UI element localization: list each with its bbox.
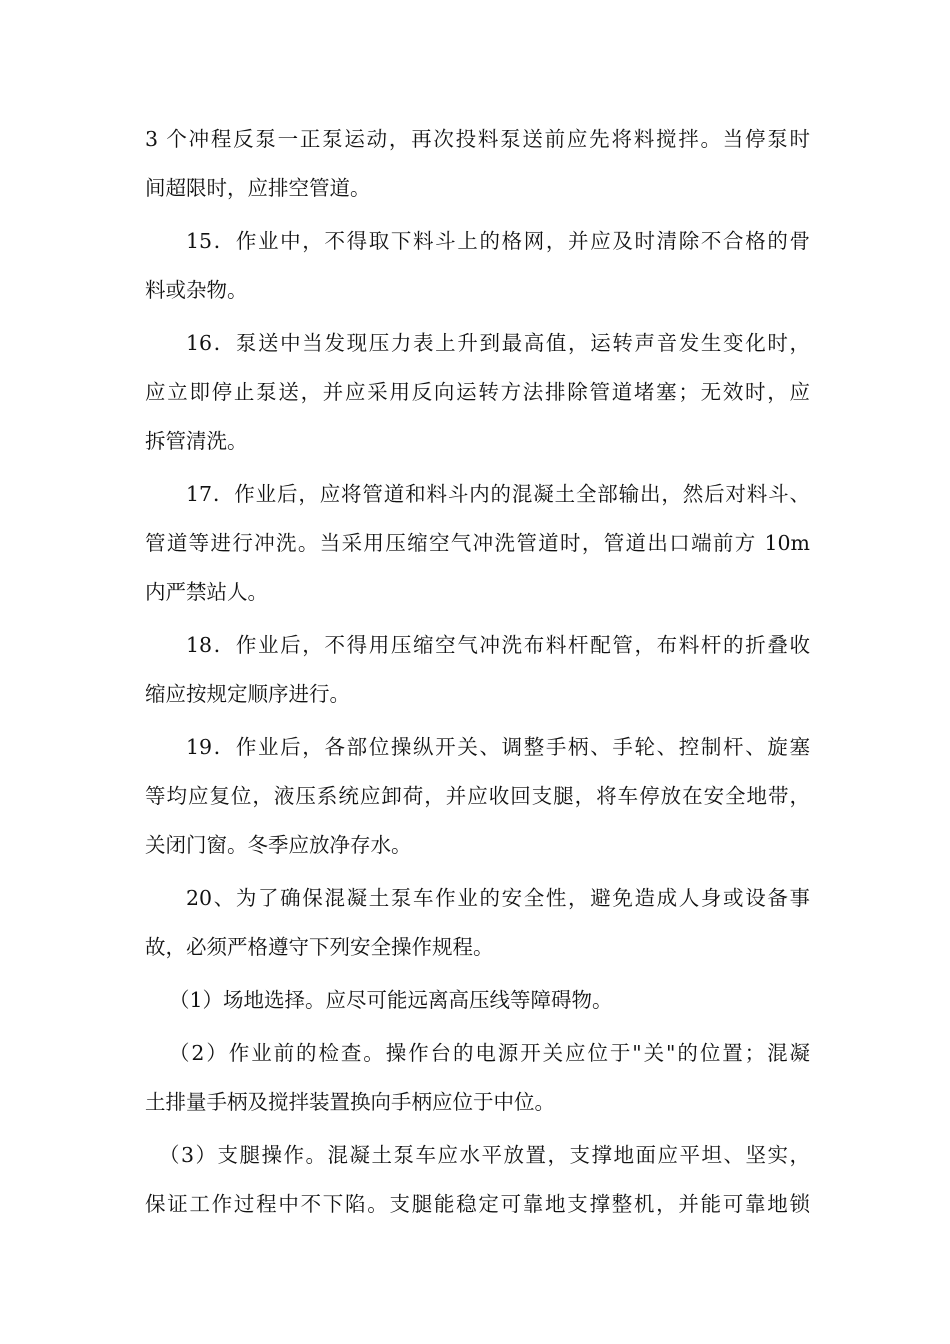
text-line: （1）场地选择。应尽可能远离高压线等障碍物。 — [169, 988, 613, 1012]
text-line: （2）作业前的检查。操作台的电源开关应位于"关"的位置；混凝 — [169, 1041, 810, 1065]
text-line: 等均应复位，液压系统应卸荷，并应收回支腿，将车停放在安全地带， — [145, 784, 810, 808]
document-body — [145, 115, 810, 1233]
paragraph-17 — [145, 470, 810, 617]
text-line: 20、为了确保混凝土泵车作业的安全性，避免造成人身或设备事 — [186, 886, 810, 910]
text-line: 间超限时，应排空管道。 — [145, 176, 371, 200]
text-line: 内严禁站人。 — [145, 580, 268, 604]
paragraph-20 — [145, 874, 810, 972]
paragraph-20-item-1 — [145, 976, 810, 1025]
text-line: 料或杂物。 — [145, 278, 248, 302]
text-line: 保证工作过程中不下陷。支腿能稳定可靠地支撑整机，并能可靠地锁 — [145, 1192, 810, 1216]
text-line: 18．作业后，不得用压缩空气冲洗布料杆配管，布料杆的折叠收 — [186, 633, 810, 657]
text-line: 应立即停止泵送，并应采用反向运转方法排除管道堵塞；无效时，应 — [145, 380, 810, 404]
text-line: 15．作业中，不得取下料斗上的格网，并应及时清除不合格的骨 — [186, 229, 810, 253]
text-line: 17．作业后，应将管道和料斗内的混凝土全部输出，然后对料斗、 — [186, 482, 810, 506]
paragraph-16 — [145, 319, 810, 466]
paragraph-18 — [145, 621, 810, 719]
text-line: 19．作业后，各部位操纵开关、调整手柄、手轮、控制杆、旋塞 — [186, 735, 810, 759]
text-line: （3）支腿操作。混凝土泵车应水平放置，支撑地面应平坦、坚实， — [159, 1143, 810, 1167]
text-line: 3 个冲程反泵一正泵运动，再次投料泵送前应先将料搅拌。当停泵时 — [145, 127, 810, 151]
text-line: 土排量手柄及搅拌装置换向手柄应位于中位。 — [145, 1090, 555, 1114]
text-line: 关闭门窗。冬季应放净存水。 — [145, 833, 412, 857]
paragraph-20-item-3 — [145, 1131, 810, 1229]
text-line: 16．泵送中当发现压力表上升到最高值，运转声音发生变化时， — [186, 331, 810, 355]
paragraph-15 — [145, 217, 810, 315]
paragraph-continued — [145, 115, 810, 213]
paragraph-19 — [145, 723, 810, 870]
text-line: 拆管清洗。 — [145, 429, 248, 453]
text-line: 管道等进行冲洗。当采用压缩空气冲洗管道时，管道出口端前方 10m — [145, 531, 810, 555]
paragraph-20-item-2 — [145, 1029, 810, 1127]
text-line: 故，必须严格遵守下列安全操作规程。 — [145, 935, 494, 959]
text-line: 缩应按规定顺序进行。 — [145, 682, 350, 706]
